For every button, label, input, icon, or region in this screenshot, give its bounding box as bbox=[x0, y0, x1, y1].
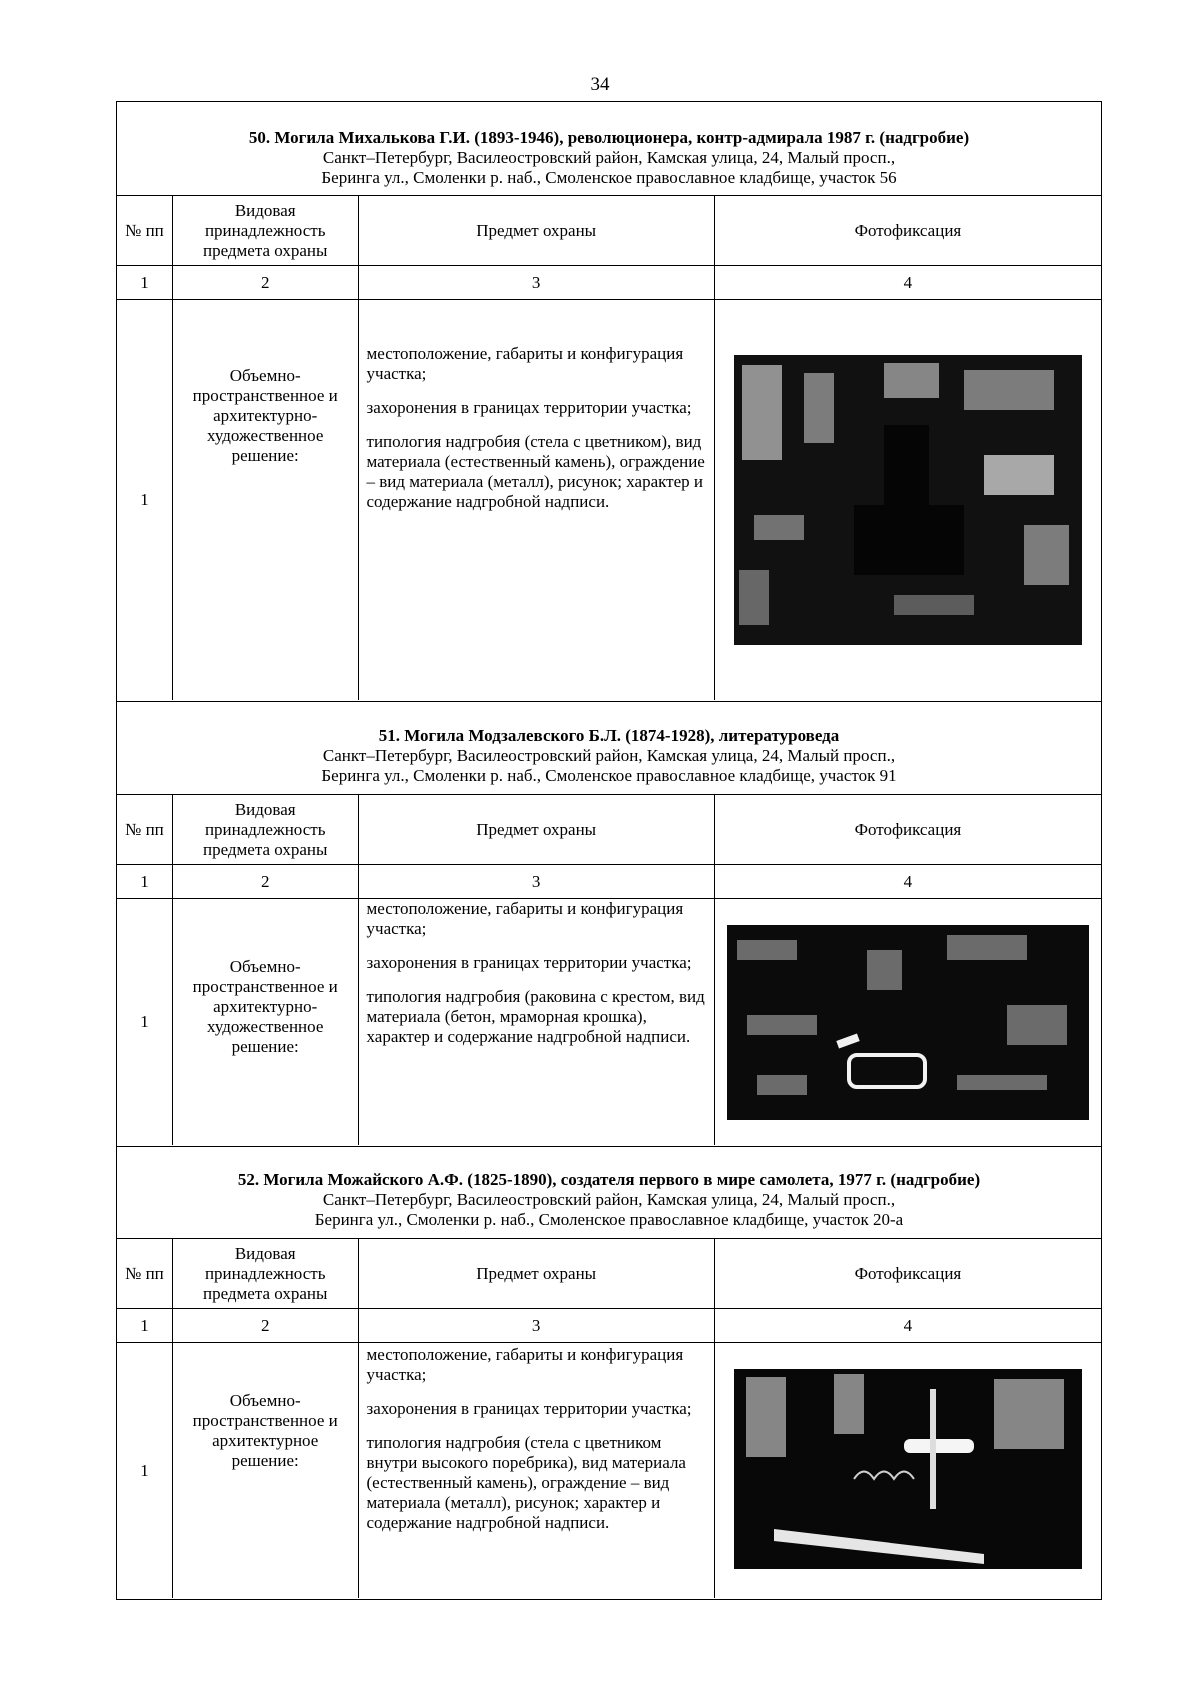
column-number: 1 bbox=[117, 266, 173, 299]
column-header-photo: Фотофиксация bbox=[854, 819, 962, 839]
subject-paragraph: захоронения в границах территории участка; bbox=[366, 1399, 692, 1418]
section-title: 52. Могила Можайского А.Ф. (1825-1890), создателя первого в мире самолета, 1977 г. (надгробие) bbox=[237, 1170, 981, 1189]
column-number: 3 bbox=[359, 1309, 715, 1342]
subject-paragraph: типология надгробия (раковина с крестом, вид материала (бетон, мраморная крошка), характер и содержание надгробной надписи. bbox=[366, 987, 705, 1046]
subject-paragraph: типология надгробия (стела с цветником внутри высокого поребрика), вид материала (естественный камень), ограждение – вид материала (металл), рисунок; характер и содержание надгробной надписи. bbox=[366, 1433, 686, 1532]
column-number: 1 bbox=[117, 865, 173, 898]
column-header-subject: Предмет охраны bbox=[359, 1239, 715, 1308]
column-number: 2 bbox=[173, 266, 359, 299]
column-number: 1 bbox=[117, 1309, 173, 1342]
table-row bbox=[117, 1343, 1101, 1598]
table-row bbox=[117, 300, 1101, 700]
subject-paragraph: захоронения в границах территории участка; bbox=[366, 953, 692, 972]
table-row bbox=[117, 899, 1101, 1145]
photo-cell bbox=[715, 300, 1101, 700]
subject-cell bbox=[359, 300, 715, 700]
section-address: Беринга ул., Смоленки р. наб., Смоленское православное кладбище, участок 56 bbox=[321, 168, 897, 187]
subject-paragraph: типология надгробия (стела с цветником), вид материала (естественный камень), ограждение – вид материала (металл), рисунок; характер и содержание надгробной надписи. bbox=[366, 432, 705, 511]
section-address: Беринга ул., Смоленки р. наб., Смоленское православное кладбище, участок 91 bbox=[321, 766, 897, 785]
type-text: Объемно-пространственное и архитектурно-художественное решение: bbox=[192, 366, 338, 465]
column-header-num: № пп bbox=[117, 795, 173, 864]
column-number-row bbox=[117, 266, 1101, 300]
type-text: Объемно-пространственное и архитектурное решение: bbox=[192, 1391, 338, 1470]
section-52 bbox=[116, 1146, 1102, 1600]
column-header-photo: Фотофиксация bbox=[854, 1263, 962, 1283]
column-header-row bbox=[117, 1239, 1101, 1309]
section-title: 51. Могила Модзалевского Б.Л. (1874-1928), литературоведа bbox=[378, 726, 840, 745]
column-number: 2 bbox=[173, 865, 359, 898]
grave-photo bbox=[734, 355, 1082, 645]
photo-cell bbox=[715, 1343, 1101, 1598]
column-number-row bbox=[117, 865, 1101, 899]
subject-paragraph: захоронения в границах территории участка; bbox=[366, 398, 692, 417]
row-number: 1 bbox=[117, 1343, 173, 1598]
subject-cell bbox=[359, 899, 715, 1145]
column-number: 3 bbox=[359, 266, 715, 299]
photo-cell bbox=[715, 899, 1101, 1145]
section-title: 50. Могила Михалькова Г.И. (1893-1946), революционера, контр-адмирала 1987 г. (надгробие) bbox=[248, 128, 970, 147]
column-header-num: № пп bbox=[117, 196, 173, 265]
row-number: 1 bbox=[117, 300, 173, 700]
column-header-type: Видовая принадлежность предмета охраны bbox=[173, 795, 359, 864]
column-number: 4 bbox=[903, 272, 913, 292]
section-address: Санкт–Петербург, Василеостровский район, Камская улица, 24, Малый просп., bbox=[322, 148, 896, 167]
row-number: 1 bbox=[117, 899, 173, 1145]
subject-paragraph: местоположение, габариты и конфигурация участка; bbox=[366, 1345, 684, 1384]
type-cell bbox=[173, 300, 359, 700]
section-header bbox=[117, 1147, 1101, 1239]
subject-paragraph: местоположение, габариты и конфигурация участка; bbox=[366, 899, 684, 938]
column-header-photo: Фотофиксация bbox=[854, 220, 962, 240]
type-text: Объемно-пространственное и архитектурно-художественное решение: bbox=[192, 957, 338, 1056]
section-header bbox=[117, 102, 1101, 196]
column-number: 4 bbox=[903, 1315, 913, 1335]
column-number-row bbox=[117, 1309, 1101, 1343]
column-number: 2 bbox=[173, 1309, 359, 1342]
column-header-subject: Предмет охраны bbox=[359, 795, 715, 864]
column-header-row bbox=[117, 196, 1101, 266]
section-address: Беринга ул., Смоленки р. наб., Смоленское православное кладбище, участок 20-а bbox=[314, 1210, 904, 1229]
grave-photo bbox=[734, 1369, 1082, 1569]
column-header-type: Видовая принадлежность предмета охраны bbox=[173, 196, 359, 265]
type-cell bbox=[173, 899, 359, 1145]
page-number: 34 bbox=[590, 74, 610, 95]
section-address: Санкт–Петербург, Василеостровский район, Камская улица, 24, Малый просп., bbox=[322, 746, 896, 765]
subject-paragraph: местоположение, габариты и конфигурация участка; bbox=[366, 344, 684, 383]
section-51 bbox=[116, 701, 1102, 1147]
column-header-num: № пп bbox=[117, 1239, 173, 1308]
section-50 bbox=[116, 101, 1102, 702]
grave-photo bbox=[727, 925, 1089, 1120]
subject-cell bbox=[359, 1343, 715, 1598]
type-cell bbox=[173, 1343, 359, 1598]
column-header-row bbox=[117, 795, 1101, 865]
column-number: 4 bbox=[903, 871, 913, 891]
column-header-type: Видовая принадлежность предмета охраны bbox=[173, 1239, 359, 1308]
column-number: 3 bbox=[359, 865, 715, 898]
section-address: Санкт–Петербург, Василеостровский район, Камская улица, 24, Малый просп., bbox=[322, 1190, 896, 1209]
column-header-subject: Предмет охраны bbox=[359, 196, 715, 265]
section-header bbox=[117, 702, 1101, 795]
